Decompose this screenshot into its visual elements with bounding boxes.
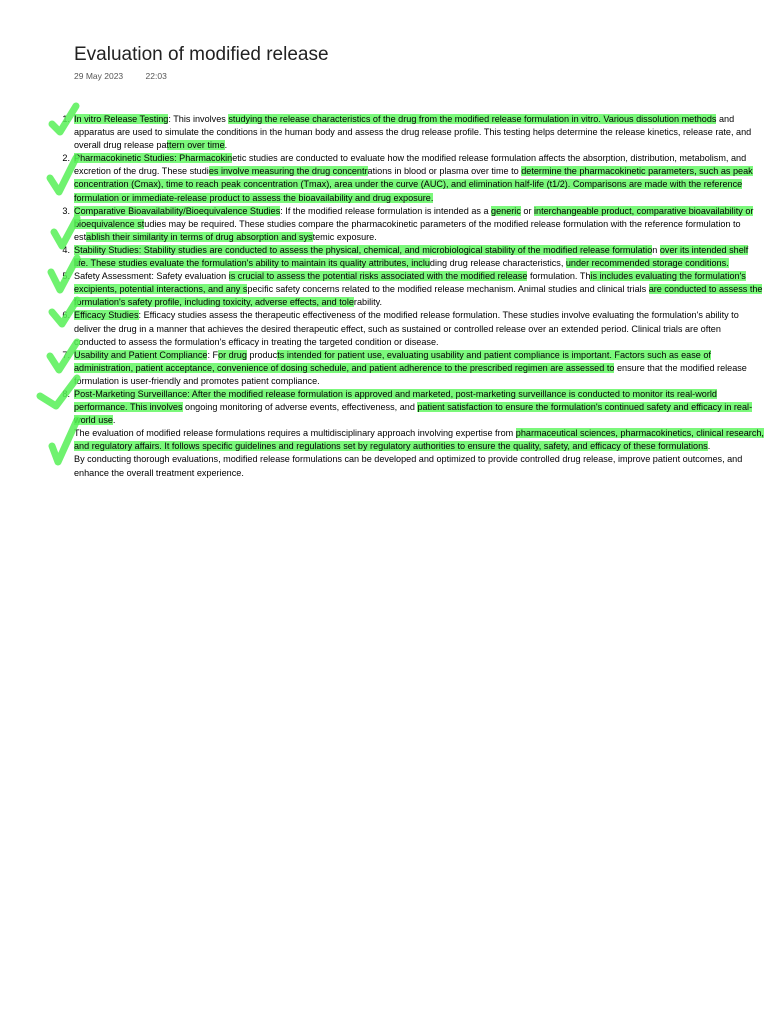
highlighted-text: or drug — [218, 349, 247, 360]
highlighted-text: Post-Marketing Surveillance: After the modified release formulation is approved and marketed, post-marketing surveillance is conducted to monitor its real-world performance. This involves — [74, 388, 717, 413]
highlighted-text: Pharmacokinetic Studies: Pharmacokin — [74, 153, 233, 164]
text-run: formulation. Th — [527, 271, 591, 282]
text-run: . — [224, 140, 228, 151]
text-run: pecific safety concerns related to the modified release mechanism. Animal studies and clinical trials — [247, 284, 649, 295]
list-item — [74, 244, 764, 270]
text-run: rability. — [353, 297, 383, 308]
highlighted-text: over its intended shelf life. These studies evaluate the formulation's ability to maintain its quality attributes, inclu — [74, 244, 749, 269]
highlighted-text: Stability Studies: Stability studies are conducted to assess the physical, chemical, and microbiological stability of the modified release formulatio — [74, 244, 653, 255]
list-item — [74, 309, 764, 348]
highlighted-text: ts intended for patient use, evaluating usability and patient compliance is important. Factors such as ease of administration, patient acceptance, convenience of dosing schedule, and patient adherence to the prescribed regimen are assessed to — [74, 349, 711, 373]
highlighted-text: es involve measuring the drug concentr — [208, 166, 368, 177]
page-title: Evaluation of modified release — [74, 44, 329, 65]
text-run: produc — [246, 349, 278, 360]
text-run: etic studies are conducted to evaluate how the modified release formulation affects the absorption, distribution, metabolism, and excretion of the drug. These studi — [74, 153, 747, 177]
highlighted-text: interchangeable product, comparative bioavailability or bioequivalence st — [74, 205, 754, 229]
page-date: 29 May 2023 — [74, 71, 124, 81]
list-item — [74, 270, 764, 309]
text-run: udies may be required. These studies compare the pharmacokinetic parameters of the modified release formulation with the reference formulation to est — [74, 218, 741, 242]
text-run: By conducting thorough evaluations, modified release formulations can be developed and optimized to provide controlled drug release, improve patient outcomes, and enhance the overall treatment experience. — [74, 454, 743, 478]
list-item — [74, 152, 764, 204]
text-run: The evaluation of modified release formulations requires a multidisciplinary approach involving expertise from — [74, 428, 516, 439]
page-timestamp — [74, 71, 167, 81]
text-run: . — [112, 415, 116, 426]
text-run: ensure that the modified release formulation is user-friendly and promotes patient compliance. — [74, 362, 747, 386]
text-run: n — [652, 244, 660, 255]
text-run: ding drug release characteristics, — [429, 258, 566, 269]
text-run: ended period. Clinical trials are often conducted to assess the formulation's efficacy in treating the targeted condition or disease. — [74, 323, 721, 347]
list-item — [74, 205, 764, 244]
text-run: : If the modified release formulation is intended as a — [280, 205, 492, 216]
text-run: : This involves — [168, 114, 229, 124]
note-body[interactable] — [74, 113, 764, 480]
highlighted-text: ablish their similarity in terms of drug absorption and sys — [86, 231, 313, 242]
text-run: Safety Assessment: Safety evaluation — [74, 271, 229, 282]
highlighted-text: generic — [491, 205, 521, 216]
page-time: 22:03 — [145, 71, 167, 81]
paragraph — [74, 427, 764, 453]
text-run: and apparatus are used to simulate the conditions in the human body and assess the drug release profile. This testing helps determine the release kinetics, release rate, and overall drug release pa — [74, 114, 752, 151]
highlighted-text: are conducted to assess the formulation's safety profile, including toxicity, adverse effects, and tole — [74, 284, 763, 308]
text-run: ations in blood or plasma over time to — [367, 166, 522, 177]
text-run: ongoing monitoring of adverse events, effectiveness, and — [182, 402, 418, 413]
list-item — [74, 388, 764, 427]
text-run: or — [520, 205, 535, 216]
highlighted-text: is crucial to assess the potential risks associated with the modified release — [228, 271, 528, 282]
summary-paragraphs — [74, 427, 764, 479]
highlighted-text: In vitro Release Testing — [74, 114, 169, 124]
text-run: temic exposure. — [312, 231, 377, 242]
highlighted-text: Usability and Patient Compliance — [74, 349, 208, 360]
highlighted-text: Comparative Bioavailability/Bioequivalence Studies — [74, 205, 281, 216]
text-run: . — [707, 441, 711, 452]
highlighted-text: ttern over time — [166, 140, 225, 151]
highlighted-text: studying the release characteristics of the drug from the modified release formulation in vitro. Various dissolution methods — [228, 114, 717, 124]
list-item — [74, 113, 764, 152]
highlighted-text: pharmaceutical sciences, pharmacokinetics, clinical research, and regulatory affairs. It follows specific guidelines and regulations set by regulatory authorities to ensure the quality, safety, and efficacy of these formulations — [74, 428, 764, 452]
highlighted-text: under recommended storage conditions. — [565, 258, 729, 269]
text-run: : Efficacy studies assess the therapeutic effectiveness of the modified release formulation. These studies involve evaluating the formulation's ability to deliver the drug in a manner that achieves the desired therapeutic effect, such as sustained or controlled release over an ext — [74, 310, 739, 334]
highlighted-text: is includes evaluating the formulation's excipients, potential interactions, and any s — [74, 271, 746, 295]
highlighted-text: Efficacy Studies — [74, 310, 139, 321]
paragraph — [74, 453, 764, 479]
highlighted-text: determine the pharmacokinetic parameters, such as peak concentration (Cmax), time to reach peak concentration (Tmax), area under the curve (AUC), and elimination half-life (t1/2). Comparisons are made with the reference formulation or immediate-release product to assess the bioavailability and drug exposure. — [74, 166, 753, 203]
highlighted-text: patient satisfaction to ensure the formulation's continued safety and efficacy in real-world use — [74, 402, 753, 426]
evaluation-list — [74, 113, 764, 427]
list-item — [74, 349, 764, 388]
text-run: : F — [207, 349, 219, 360]
